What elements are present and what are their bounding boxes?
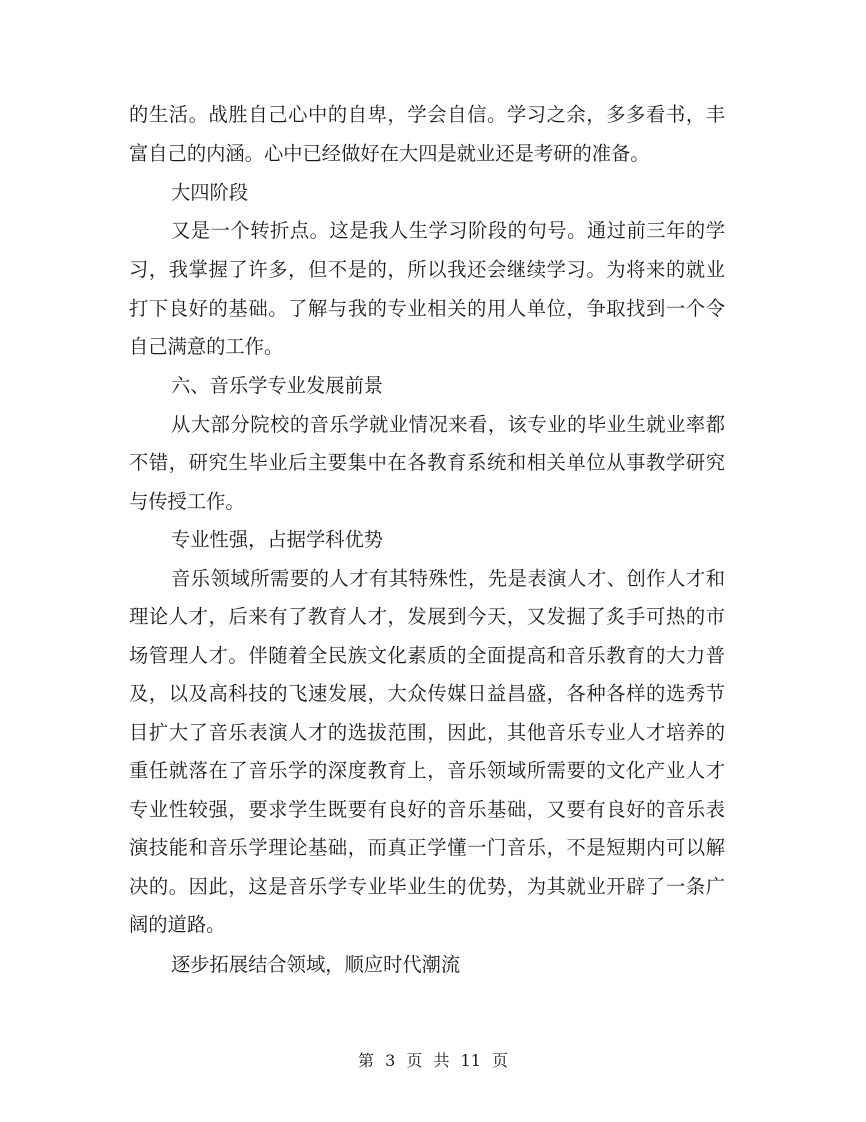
text-line: 又是一个转折点。这是我人生学习阶段的句号。通过前三年的学 <box>171 219 725 242</box>
text-line: 习，我掌握了许多，但不是的，所以我还会继续学习。为将来的就业 <box>129 258 725 281</box>
text-line: 专业性较强，要求学生既要有良好的音乐基础，又要有良好的音乐表 <box>129 798 725 821</box>
section-heading: 六、音乐学专业发展前景 <box>171 374 384 397</box>
text-line: 从大部分院校的音乐学就业情况来看，该专业的毕业生就业率都 <box>171 413 725 436</box>
text-line: 的生活。战胜自己心中的自卑，学会自信。学习之余，多多看书，丰 <box>129 103 725 126</box>
text-line: 自己满意的工作。 <box>129 335 284 358</box>
section-heading: 逐步拓展结合领域，顺应时代潮流 <box>171 953 461 976</box>
text-line: 及，以及高科技的飞速发展，大众传媒日益昌盛，各种各样的选秀节 <box>129 682 725 705</box>
text-line: 不错，研究生毕业后主要集中在各教育系统和相关单位从事教学研究 <box>129 451 725 474</box>
section-heading: 专业性强，占据学科优势 <box>171 528 384 551</box>
text-line: 理论人才，后来有了教育人才，发展到今天，又发掘了炙手可热的市 <box>129 605 725 628</box>
text-line: 富自己的内涵。心中已经做好在大四是就业还是考研的准备。 <box>129 142 650 165</box>
text-line: 音乐领域所需要的人才有其特殊性，先是表演人才、创作人才和 <box>171 567 725 590</box>
text-line: 场管理人才。伴随着全民族文化素质的全面提高和音乐教育的大力普 <box>129 644 725 667</box>
page-number-footer: 第 3 页 共 11 页 <box>358 1051 508 1070</box>
text-line: 与传授工作。 <box>129 490 245 513</box>
text-line: 演技能和音乐学理论基础，而真正学懂一门音乐，不是短期内可以解 <box>129 836 725 859</box>
text-line: 重任就落在了音乐学的深度教育上，音乐领域所需要的文化产业人才 <box>129 759 725 782</box>
text-line: 决的。因此，这是音乐学专业毕业生的优势，为其就业开辟了一条广 <box>129 875 725 898</box>
text-line: 打下良好的基础。了解与我的专业相关的用人单位，争取找到一个令 <box>129 297 725 320</box>
text-line: 阔的道路。 <box>129 913 226 936</box>
text-line: 目扩大了音乐表演人才的选拔范围，因此，其他音乐专业人才培养的 <box>129 721 725 744</box>
section-heading: 大四阶段 <box>171 181 249 204</box>
